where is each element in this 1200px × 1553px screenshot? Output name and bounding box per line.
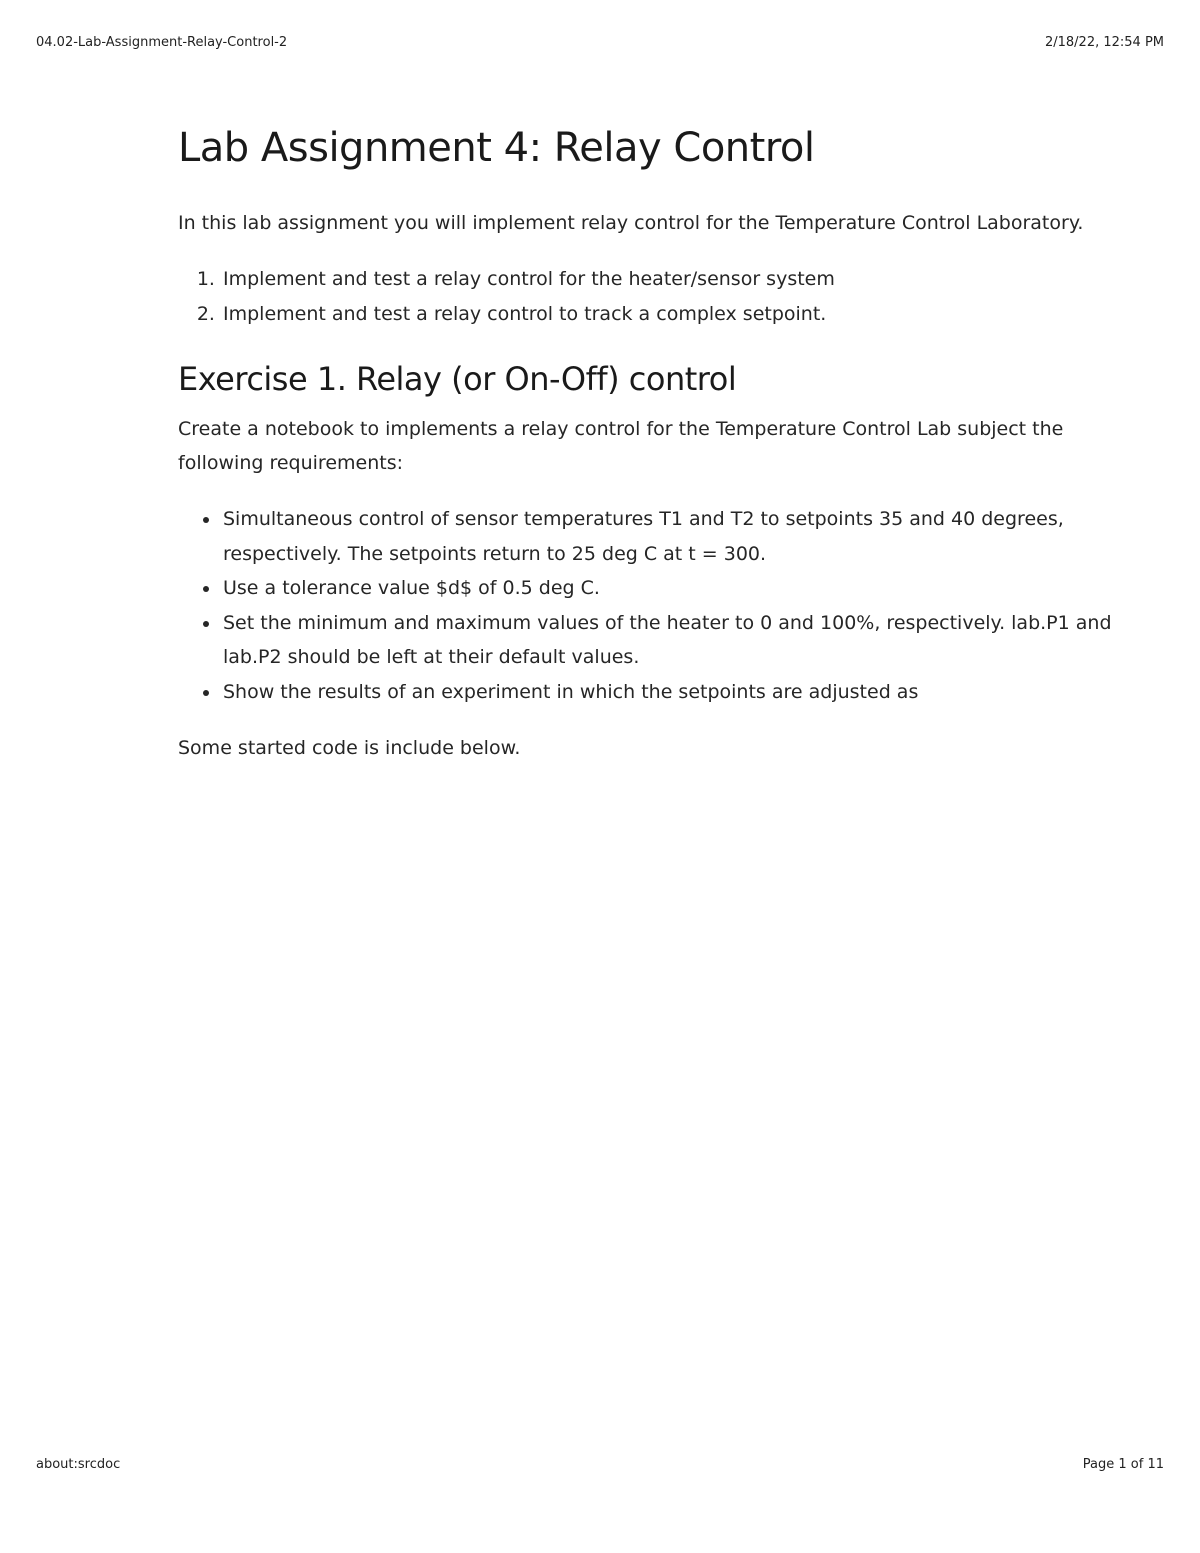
exercise-1-heading: Exercise 1. Relay (or On-Off) control — [178, 360, 737, 398]
requirements-list — [178, 502, 1128, 709]
requirement-item: • Set the minimum and maximum values of the heater to 0 and 100%, respectively. lab.P1 and lab.P2 should be left at their default values. — [221, 606, 1128, 675]
print-header — [36, 35, 1164, 50]
requirement-item: • Use a tolerance value $d$ of 0.5 deg C. — [221, 571, 1128, 606]
print-header-datetime: 2/18/22, 12:54 PM — [1044, 35, 1164, 50]
requirement-item: • Simultaneous control of sensor temperatures T1 and T2 to setpoints 35 and 40 degrees, respectively. The setpoints return to 25 deg C at t = 300. — [221, 502, 1128, 571]
objective-item: 2. Implement and test a relay control to track a complex setpoint. — [221, 297, 1128, 332]
exercise-1-outro: Some started code is include below. — [178, 737, 521, 759]
intro-paragraph: In this lab assignment you will implement relay control for the Temperature Control Laboratory. — [178, 212, 1084, 234]
print-header-title: 04.02-Lab-Assignment-Relay-Control-2 — [36, 35, 288, 50]
document-content — [178, 118, 1128, 787]
print-footer-page-number: Page 1 of 11 — [1082, 1457, 1164, 1472]
objectives-list — [178, 262, 1128, 331]
requirement-item: • Show the results of an experiment in which the setpoints are adjusted as — [221, 675, 1128, 710]
print-footer-url: about:srcdoc — [36, 1457, 121, 1472]
page-title: Lab Assignment 4: Relay Control — [178, 125, 815, 171]
exercise-1-intro: Create a notebook to implements a relay control for the Temperature Control Lab subject the following requirements: — [178, 418, 1064, 474]
print-footer — [36, 1457, 1164, 1472]
objective-item: 1. Implement and test a relay control for the heater/sensor system — [221, 262, 1128, 297]
